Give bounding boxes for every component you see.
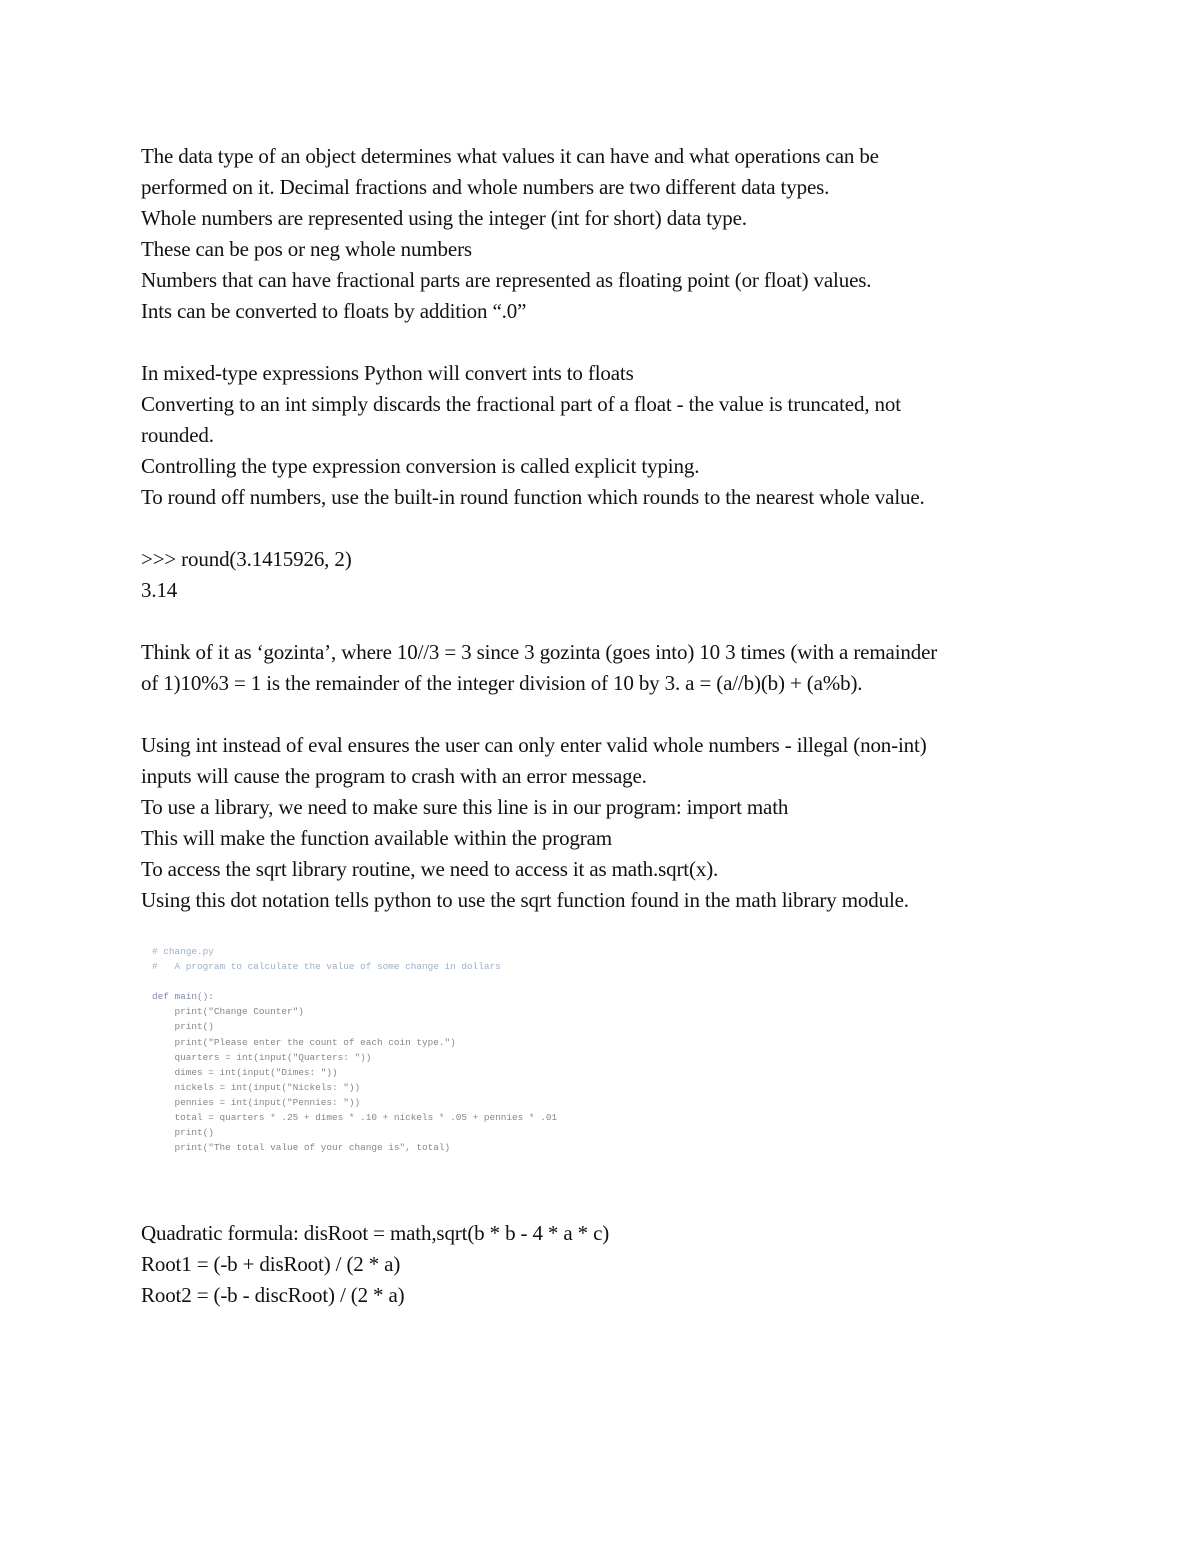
blank-line — [141, 606, 1101, 637]
text-line: Controlling the type expression conversion is called explicit typing. — [141, 454, 700, 478]
text-line: Ints can be converted to floats by addition “.0” — [141, 299, 527, 323]
text-line: of 1)10%3 = 1 is the remainder of the integer division of 10 by 3. a = (a//b)(b) + (a%b). — [141, 671, 863, 695]
example-line: >>> round(3.1415926, 2) — [141, 547, 352, 571]
text-line: This will make the function available within the program — [141, 826, 612, 850]
text-line: These can be pos or neg whole numbers — [141, 237, 472, 261]
blank-line — [141, 513, 1101, 544]
text-line: To round off numbers, use the built-in round function which rounds to the nearest whole value. — [141, 485, 925, 509]
code-line: total = quarters * .25 + dimes * .10 + nickels * .05 + pennies * .01 — [152, 1112, 558, 1124]
code-screenshot — [152, 944, 622, 1164]
text-line: In mixed-type expressions Python will convert ints to floats — [141, 361, 634, 385]
code-line: print() — [152, 1021, 214, 1033]
code-line: print("The total value of your change is", total) — [152, 1142, 451, 1154]
text-line: performed on it. Decimal fractions and whole numbers are two different data types. — [141, 175, 830, 199]
code-line: print("Please enter the count of each coin type.") — [152, 1036, 456, 1048]
text-line: Using this dot notation tells python to use the sqrt function found in the math library module. — [141, 888, 909, 912]
text-line: Converting to an int simply discards the fractional part of a float - the value is truncated, not — [141, 392, 901, 416]
code-line: def main(): — [152, 991, 214, 1003]
code-line: # change.py — [152, 946, 214, 957]
text-line: rounded. — [141, 423, 214, 447]
body-text-top — [141, 141, 1101, 916]
code-line: # A program to calculate the value of some change in dollars — [152, 961, 501, 973]
blank-line — [141, 699, 1101, 730]
code-line: print("Change Counter") — [152, 1006, 304, 1018]
text-line: The data type of an object determines what values it can have and what operations can be — [141, 144, 879, 168]
text-line: Root2 = (-b - discRoot) / (2 * a) — [141, 1283, 405, 1307]
text-line: Whole numbers are represented using the integer (int for short) data type. — [141, 206, 747, 230]
code-line: nickels = int(input("Nickels: ")) — [152, 1081, 361, 1093]
text-line: To access the sqrt library routine, we need to access it as math.sqrt(x). — [141, 857, 719, 881]
text-line: Quadratic formula: disRoot = math,sqrt(b * b - 4 * a * c) — [141, 1221, 610, 1245]
text-line: To use a library, we need to make sure this line is in our program: import math — [141, 795, 789, 819]
text-line: inputs will cause the program to crash with an error message. — [141, 764, 647, 788]
text-line: Think of it as ‘gozinta’, where 10//3 = 3 since 3 gozinta (goes into) 10 3 times (with a remainder — [141, 640, 938, 664]
code-line — [152, 974, 622, 989]
example-line: 3.14 — [141, 578, 178, 602]
code-line: quarters = int(input("Quarters: ")) — [152, 1051, 372, 1063]
code-line: pennies = int(input("Pennies: ")) — [152, 1096, 361, 1108]
text-line: Root1 = (-b + disRoot) / (2 * a) — [141, 1252, 401, 1276]
text-line: Numbers that can have fractional parts are represented as floating point (or float) values. — [141, 268, 872, 292]
text-line: Using int instead of eval ensures the user can only enter valid whole numbers - illegal (non-int) — [141, 733, 927, 757]
blank-line — [141, 327, 1101, 358]
body-text-bottom — [141, 1218, 1101, 1311]
code-line: print() — [152, 1127, 214, 1139]
code-line: dimes = int(input("Dimes: ")) — [152, 1066, 338, 1078]
